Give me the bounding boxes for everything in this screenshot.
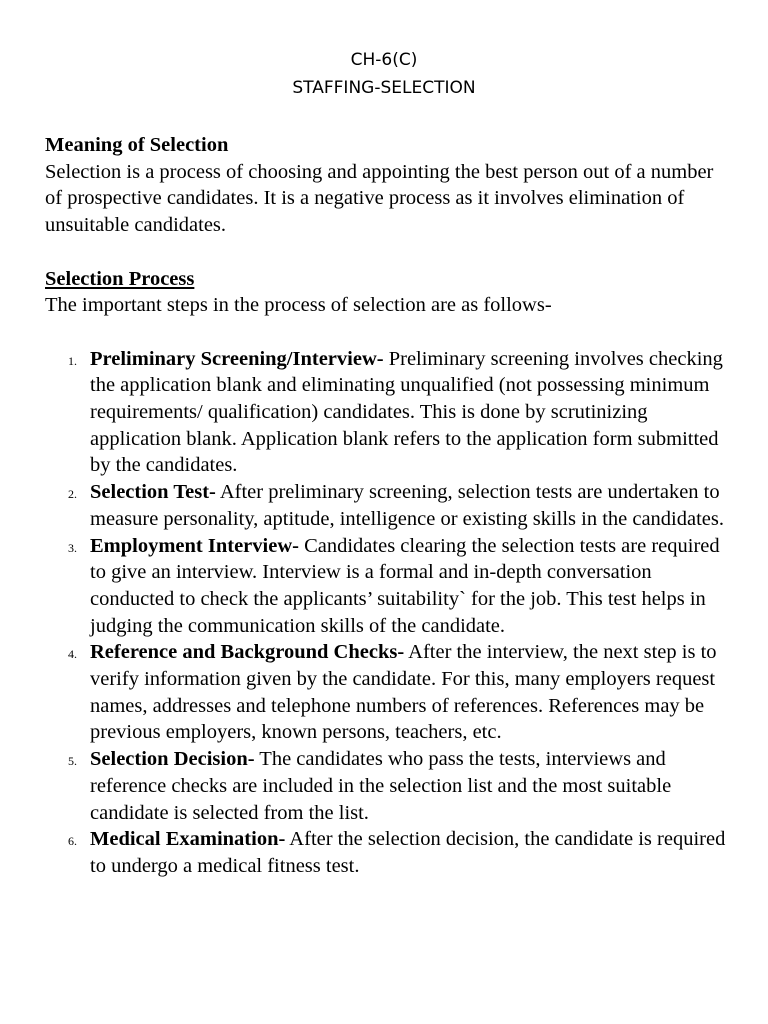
list-item	[45, 479, 735, 532]
step-description: After preliminary screening, selection tests are undertaken to measure personality, aptitude, intelligence or existing skills in the candidates.	[90, 481, 724, 530]
paragraph-spacer	[45, 319, 735, 346]
document-body	[45, 132, 735, 880]
step-term: Medical Examination-	[90, 828, 286, 851]
list-item	[45, 826, 735, 879]
step-description: Candidates clearing the selection tests are required to give an interview. Interview is a formal and in-depth conversation conducted to check the applicants’ suitability` for the job. This test helps in judging the communication skills of the candidate.	[90, 534, 720, 637]
list-number: 6.	[68, 834, 77, 849]
step-term: Reference and Background Checks-	[90, 641, 405, 664]
step-term: Employment Interview-	[90, 534, 299, 557]
step-term: Selection Decision-	[90, 748, 255, 771]
step-description: After the selection decision, the candidate is required to undergo a medical fitness test.	[90, 828, 726, 877]
step-term: Preliminary Screening/Interview-	[90, 347, 384, 370]
topic-title: STAFFING-SELECTION	[292, 78, 476, 98]
list-number: 1.	[68, 353, 77, 368]
list-number: 3.	[68, 540, 77, 555]
step-description: The candidates who pass the tests, interviews and reference checks are included in the selection list and the most suitable candidate is selected from the list.	[90, 748, 672, 824]
process-intro: The important steps in the process of selection are as follows-	[45, 294, 552, 317]
process-heading: Selection Process	[45, 267, 195, 290]
meaning-heading: Meaning of Selection	[45, 134, 229, 156]
paragraph-spacer	[45, 239, 735, 266]
chapter-title: CH-6(C)	[350, 50, 418, 70]
step-description: After the interview, the next step is to verify information given by the candidate. For this, many employers request names, addresses and telephone numbers of references. References may be previous employers, known persons, teachers, etc.	[90, 641, 717, 744]
list-item	[45, 346, 735, 480]
list-number: 5.	[68, 754, 77, 769]
list-item	[45, 746, 735, 826]
meaning-paragraph: Selection is a process of choosing and appointing the best person out of a number of prospective candidates. It is a negative process as it involves elimination of unsuitable candidates.	[45, 160, 714, 237]
list-item	[45, 639, 735, 746]
step-term: Selection Test-	[90, 481, 216, 504]
selection-steps-list	[45, 346, 735, 880]
list-number: 4.	[68, 647, 77, 662]
step-description: Preliminary screening involves checking the application blank and eliminating unqualified (not possessing minimum requirements/ qualification) candidates. This is done by scrutinizing application blank. Application blank refers to the application form submitted by the candidates.	[90, 347, 723, 477]
list-item	[45, 533, 735, 640]
list-number: 2.	[68, 487, 77, 502]
